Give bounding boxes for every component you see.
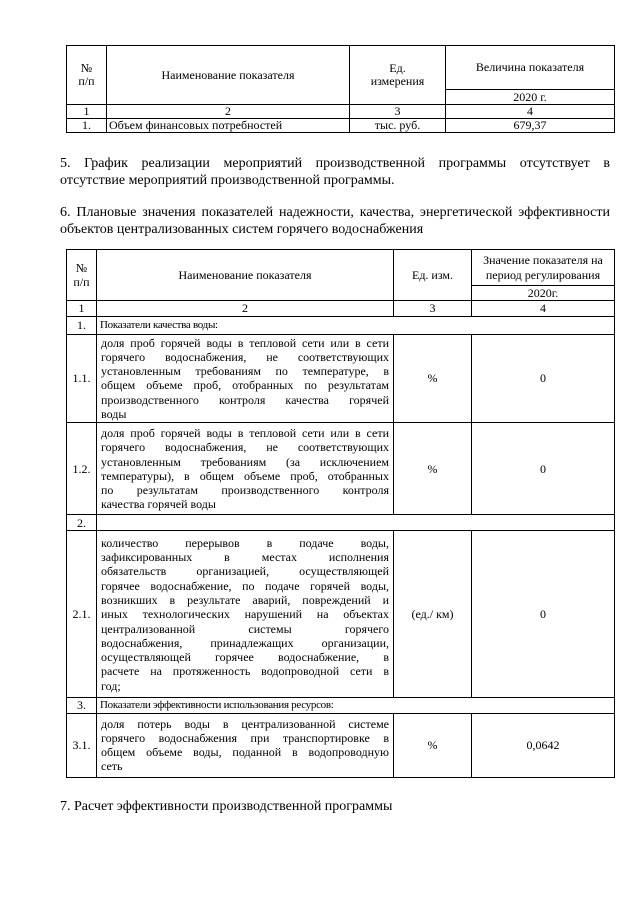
row-1-1-line: воды — [101, 407, 127, 422]
section-1-title: Показатели качества воды: — [97, 316, 615, 334]
row-1-1-name — [97, 334, 394, 423]
row-1-1-line: установленным требованиям по температуре, в — [101, 364, 389, 379]
header-year: 2020г. — [472, 286, 615, 301]
row-3-1-line: горячего водоснабжения при транспортировке в — [101, 730, 389, 745]
row-1-2-name — [97, 423, 394, 515]
row-1-2-num: 1.2. — [67, 423, 97, 515]
section-6-line1: 6. Плановые значения показателей надежности, качества, энергетической эффективности — [60, 205, 610, 220]
header-value-line1: Значение показателя на — [483, 253, 603, 268]
row-3-1-num: 3.1. — [67, 713, 97, 777]
table-row — [67, 334, 615, 423]
row-3-1-name — [97, 713, 394, 777]
row-2-1-line: обязательств организацией, осуществляющей — [101, 564, 389, 579]
row-1-2-line: температуры), в общем объеме проб, отобранных — [101, 468, 389, 483]
col-number-2: 2 — [97, 301, 394, 316]
header-unit: Ед. изм. — [394, 250, 472, 301]
row-1-1-line: производственного контроля качества горячей — [101, 392, 389, 407]
row-2-1-line: количество перерывов в подаче воды, — [101, 535, 389, 550]
row-num: 1. — [67, 119, 107, 133]
row-1-1-line: горячего водоснабжения, не соответствующих — [101, 349, 389, 364]
section-row — [67, 698, 615, 713]
row-2-1-line: год; — [101, 678, 121, 693]
table-row — [67, 713, 615, 777]
header-num-line2: п/п — [73, 275, 90, 290]
table-row — [67, 531, 615, 698]
row-1-1-line: доля проб горячей воды в тепловой сети или в сети — [101, 335, 389, 350]
row-2-1-num: 2.1. — [67, 531, 97, 698]
row-name: Объем финансовых потребностей — [107, 119, 350, 133]
section-6-heading — [60, 204, 610, 238]
financial-needs-table — [66, 45, 615, 133]
row-2-1-value: 0 — [472, 531, 615, 698]
col-number-2: 2 — [107, 105, 350, 119]
row-2-1-name — [97, 531, 394, 698]
section-5-paragraph — [60, 155, 610, 189]
row-1-2-value: 0 — [472, 423, 615, 515]
col-number-4: 4 — [446, 105, 615, 119]
header-num-line1: № — [80, 61, 93, 75]
header-name: Наименование показателя — [107, 46, 350, 105]
section-3-num: 3. — [67, 698, 97, 713]
header-num-line1: № — [75, 260, 88, 275]
header-num-line2: п/п — [78, 74, 95, 88]
section-6-line2: объектов централизованных систем горячего водоснабжения — [60, 222, 424, 237]
section-3-title: Показатели эффективности использования ресурсов: — [97, 698, 615, 713]
row-1-2-line: горячего водоснабжения, не соответствующих — [101, 440, 389, 455]
header-year: 2020 г. — [446, 90, 615, 105]
row-2-1-line: расчете на протяженность водопроводной сети в — [101, 664, 389, 679]
col-number-1: 1 — [67, 301, 97, 316]
row-3-1-unit: % — [394, 713, 472, 777]
row-3-1-line: сеть — [101, 759, 123, 774]
section-2-num: 2. — [67, 515, 97, 531]
row-1-1-line: общем объеме проб, отобранных по результатам — [101, 378, 389, 393]
row-1-2-line: качества горячей воды — [101, 497, 216, 512]
header-unit — [350, 46, 446, 105]
row-3-1-value: 0,0642 — [472, 713, 615, 777]
indicators-table — [66, 249, 615, 778]
header-num — [67, 46, 107, 105]
row-2-1-line: зафиксированных в местах исполнения — [101, 550, 389, 565]
row-2-1-line: осуществляющей горячее водоснабжение, в — [101, 650, 389, 665]
section-2-title — [97, 515, 615, 531]
col-number-3: 3 — [394, 301, 472, 316]
row-value: 679,37 — [446, 119, 615, 133]
row-2-1-line: водоснабжения, принадлежащих организации, — [101, 635, 389, 650]
header-unit-line2: измерения — [370, 74, 425, 88]
section-row — [67, 316, 615, 334]
row-2-1-line: возникших в результате аварий, повреждений и — [101, 592, 389, 607]
header-value: Величина показателя — [446, 46, 615, 90]
header-unit-line1: Ед. — [389, 61, 406, 75]
row-2-1-line: горячее водоснабжение, по подаче горячей воды, — [101, 578, 389, 593]
col-number-1: 1 — [67, 105, 107, 119]
row-3-1-line: доля потерь воды в централизованной системе — [101, 716, 389, 731]
row-1-2-line: установленным требованиям (за исключением — [101, 454, 389, 469]
row-1-1-unit: % — [394, 334, 472, 423]
row-1-2-line: по результатам производственного контроля — [101, 483, 389, 498]
row-1-1-value: 0 — [472, 334, 615, 423]
section-1-num: 1. — [67, 316, 97, 334]
table-row — [67, 119, 615, 133]
row-2-1-line: централизованной системы горячего — [101, 621, 389, 636]
header-value-line2: период регулирования — [485, 267, 601, 282]
header-value — [472, 250, 615, 286]
table-row — [67, 423, 615, 515]
section-7-heading: 7. Расчет эффективности производственной программы — [60, 799, 393, 814]
section-5-line1: 5. График реализации мероприятий производственной программы отсутствует в — [60, 156, 610, 171]
row-1-1-num: 1.1. — [67, 334, 97, 423]
header-name: Наименование показателя — [97, 250, 394, 301]
row-1-2-unit: % — [394, 423, 472, 515]
row-2-1-unit: (ед./ км) — [394, 531, 472, 698]
header-num — [67, 250, 97, 301]
row-unit: тыс. руб. — [350, 119, 446, 133]
section-5-line2: отсутствие мероприятий производственной программы. — [60, 173, 395, 188]
row-1-2-line: доля проб горячей воды в тепловой сети или в сети — [101, 425, 389, 440]
row-2-1-line: иных технологических нарушений на объектах — [101, 607, 389, 622]
col-number-3: 3 — [350, 105, 446, 119]
section-row — [67, 515, 615, 531]
row-3-1-line: общем объеме воды, поданной в водопроводную — [101, 745, 389, 760]
col-number-4: 4 — [472, 301, 615, 316]
